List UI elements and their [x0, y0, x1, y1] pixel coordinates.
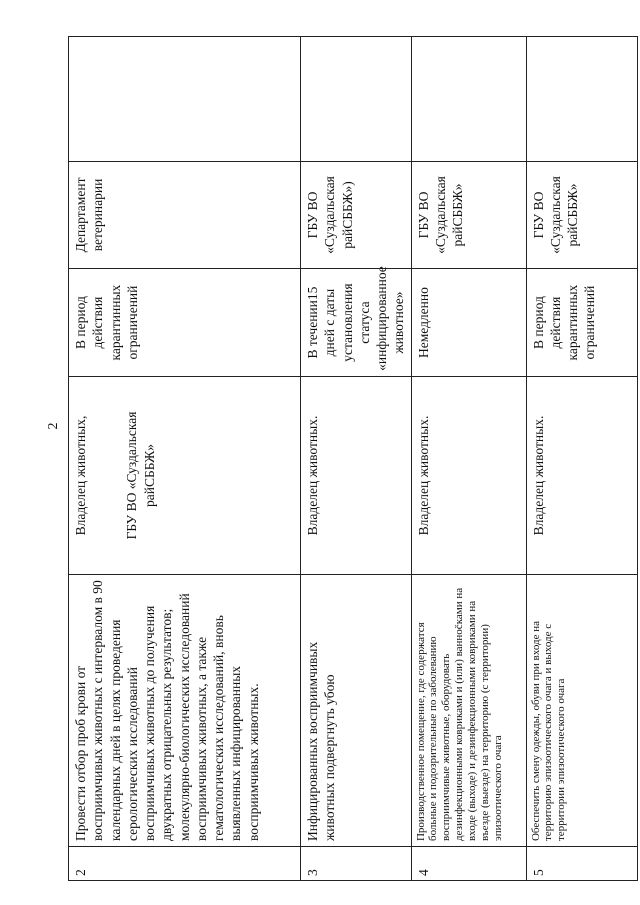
deadline-cell: В течении15 дней с даты установления статуса «инфицированное животное»: [301, 269, 412, 377]
measure-cell: Инфицированных восприимчивых животных подвергнуть убою: [301, 575, 412, 847]
responsible-line: Владелец животных.: [305, 415, 320, 536]
deadline-cell: В период действия карантинных ограничений: [526, 269, 637, 377]
page-number: 2: [46, 422, 61, 430]
responsible-cell: [69, 376, 301, 574]
responsible-line: Владелец животных.: [415, 415, 431, 536]
control-cell: [526, 37, 637, 162]
responsible-line: Владелец животных,: [73, 415, 88, 536]
row-number: 3: [301, 847, 412, 881]
control-cell: ГБУ ВО «Суздальская райСББЖ»: [411, 161, 526, 269]
table-row: [411, 37, 526, 881]
deadline-cell: Немедленно: [411, 269, 526, 377]
control-cell: [69, 37, 301, 162]
control-cell: ГБУ ВО «Суздальская райСББЖ»: [526, 161, 637, 269]
responsible-line: Владелец животных.: [530, 415, 546, 536]
table-row: [301, 37, 412, 881]
control-cell: Департамент ветеринарии: [69, 161, 301, 269]
measure-cell: Производственное помещение, где содержатся больные и подозрительные по заболеванию восприимчивые животные, оборудовать дезинфекционными ковриками и (или) ваннočками на входе (выходе) и дезинфекционными ковриками на въезде (выезде) на территорию (с территории) эпизоотического очага: [411, 575, 526, 847]
deadline-cell: В период действия карантинных ограничений: [69, 269, 301, 377]
control-cell: ГБУ ВО «Суздальская райСББЖ»): [301, 161, 412, 269]
table-row: [69, 37, 301, 881]
responsible-cell: [526, 376, 637, 574]
measures-table-container: [68, 36, 618, 881]
row-number: 5: [526, 847, 637, 881]
responsible-line: ГБУ ВО «Суздальская райСББЖ»: [124, 411, 157, 540]
row-number: 4: [411, 847, 526, 881]
measure-cell: Провести отбор проб крови от восприимчивых животных с интервалом в 90 календарных дней в целях проведения серологических исследований восприимчивых животных до получения двукратных отрицательных результатов; молекулярно-биологических исследований восприимчивых животных, а также гематологических исследований, вновь выявленных инфицированных восприимчивых животных.: [69, 575, 301, 847]
measure-cell: Обеспечить смену одежды, обуви при входе на территорию эпизоотического очага и выходе с территории эпизоотического очага: [526, 575, 637, 847]
control-cell: [411, 37, 526, 162]
responsible-cell: [301, 376, 412, 574]
measures-table: [68, 36, 638, 881]
control-cell: [301, 37, 412, 162]
responsible-cell: [411, 376, 526, 574]
table-row: [526, 37, 637, 881]
row-number: 2: [69, 847, 301, 881]
